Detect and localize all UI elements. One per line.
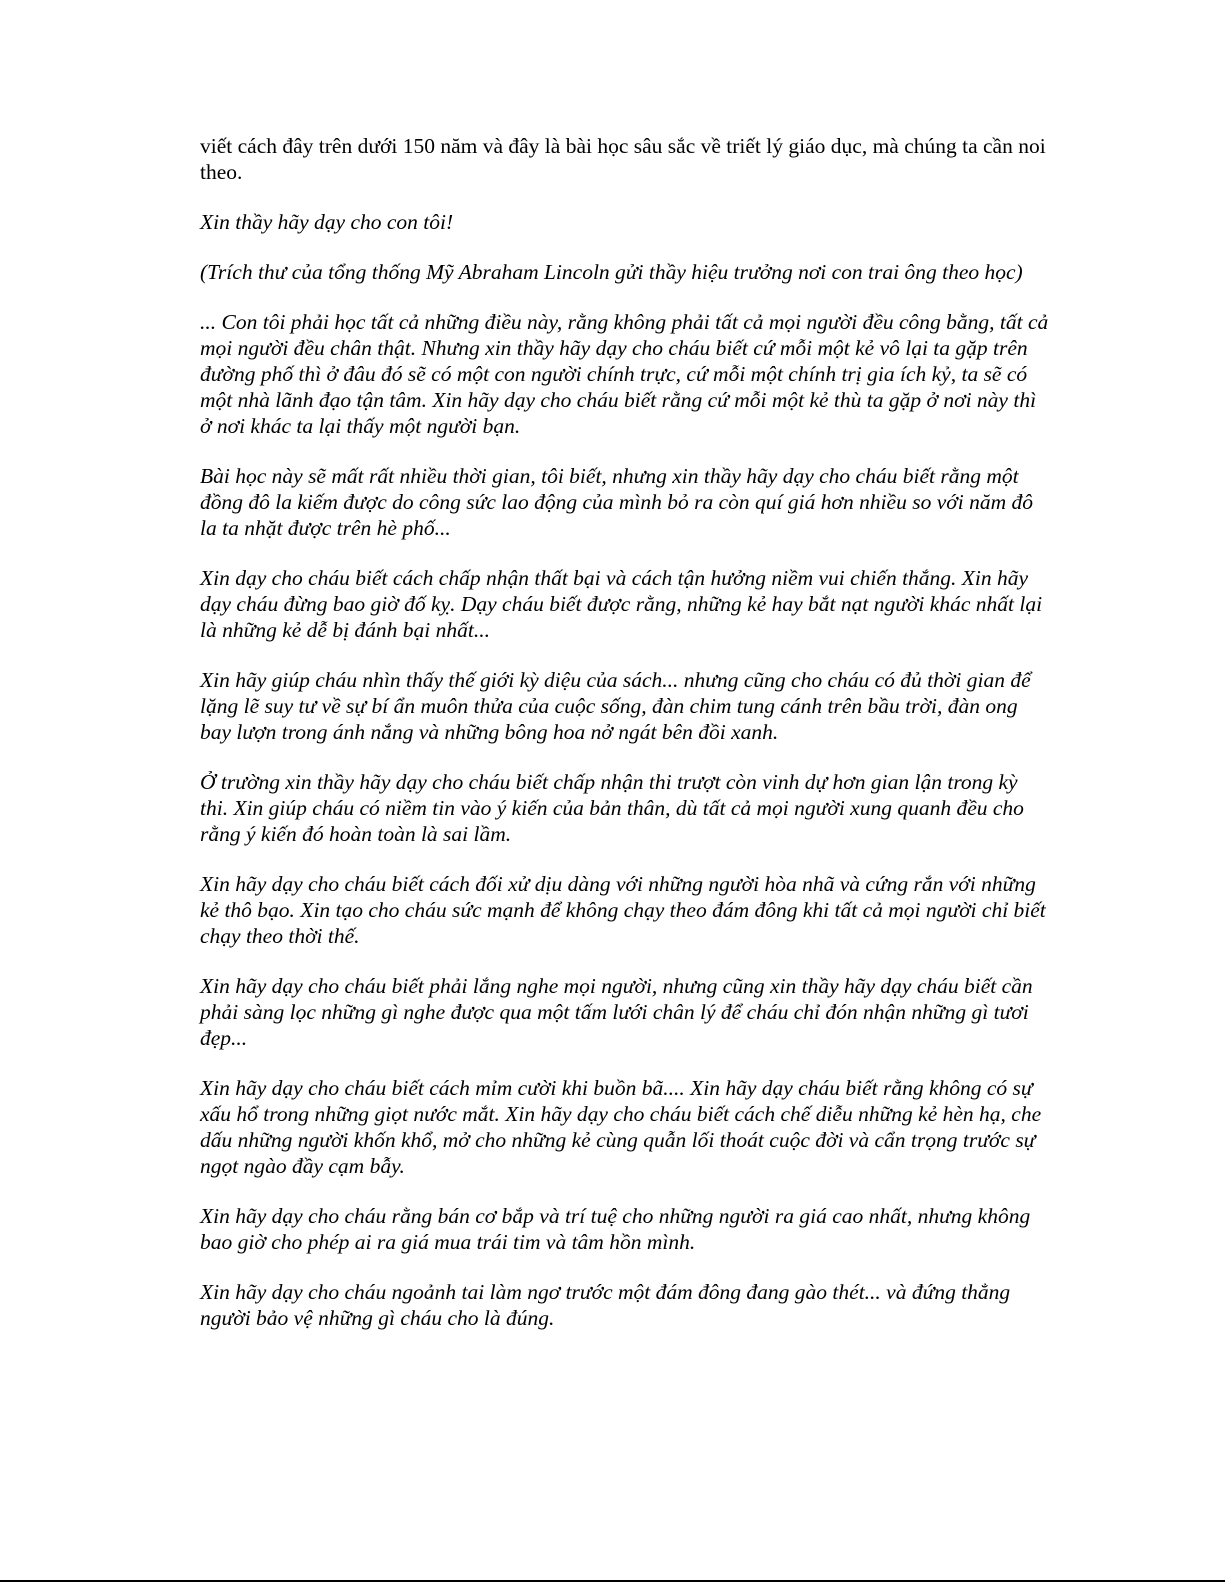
intro-paragraph: viết cách đây trên dưới 150 năm và đây là bài học sâu sắc về triết lý giáo dục, mà chúng ta cần noi theo. (200, 134, 1046, 184)
letter-paragraph: Xin hãy dạy cho cháu rằng bán cơ bắp và trí tuệ cho những người ra giá cao nhất, nhưng không bao giờ cho phép ai ra giá mua trái tim và tâm hồn mình. (200, 1204, 1031, 1254)
document-body (200, 133, 1050, 1355)
letter-paragraph: Bài học này sẽ mất rất nhiều thời gian, tôi biết, nhưng xin thầy hãy dạy cho cháu biết rằng một đồng đô la kiếm được do công sức lao động của mình bỏ ra còn quí giá hơn nhiều so với năm đô la ta nhặt được trên hè phố... (200, 464, 1033, 540)
letter-paragraph: Xin hãy dạy cho cháu ngoảnh tai làm ngơ trước một đám đông đang gào thét... và đứng thẳng người bảo vệ những gì cháu cho là đúng. (200, 1280, 1011, 1330)
letter-paragraph: Ở trường xin thầy hãy dạy cho cháu biết chấp nhận thi trượt còn vinh dự hơn gian lận trong kỳ thi. Xin giúp cháu có niềm tin vào ý kiến của bản thân, dù tất cả mọi người xung quanh đều cho rằng ý kiến đó hoàn toàn là sai lầm. (200, 770, 1024, 846)
letter-paragraph: Xin hãy dạy cho cháu biết phải lắng nghe mọi người, nhưng cũng xin thầy hãy dạy cháu biết cần phải sàng lọc những gì nghe được qua một tấm lưới chân lý để cháu chỉ đón nhận những gì tươi đẹp... (200, 974, 1033, 1050)
letter-paragraph: Xin dạy cho cháu biết cách chấp nhận thất bại và cách tận hưởng niềm vui chiến thắng. Xin hãy dạy cháu đừng bao giờ đố kỵ. Dạy cháu biết được rằng, những kẻ hay bắt nạt người khác nhất lại là những kẻ dễ bị đánh bại nhất... (200, 566, 1043, 642)
letter-paragraph: Xin hãy dạy cho cháu biết cách mỉm cười khi buồn bã.... Xin hãy dạy cháu biết rằng không có sự xấu hổ trong những giọt nước mắt. Xin hãy dạy cho cháu biết cách chế diễu những kẻ hèn hạ, che dấu những người khốn khổ, mở cho những kẻ cùng quẫn lối thoát cuộc đời và cẩn trọng trước sự ngọt ngào đầy cạm bẫy. (200, 1076, 1042, 1178)
letter-paragraph: Xin hãy dạy cho cháu biết cách đối xử dịu dàng với những người hòa nhã và cứng rắn với những kẻ thô bạo. Xin tạo cho cháu sức mạnh để không chạy theo đám đông khi tất cả mọi người chỉ biết chạy theo thời thế. (200, 872, 1046, 948)
page-bottom-divider (0, 1580, 1225, 1582)
letter-title: Xin thầy hãy dạy cho con tôi! (200, 210, 454, 234)
letter-paragraph: ... Con tôi phải học tất cả những điều này, rằng không phải tất cả mọi người đều công bằng, tất cả mọi người đều chân thật. Nhưng xin thầy hãy dạy cho cháu biết cứ mỗi một kẻ vô lại ta gặp trên đường phố thì ở đâu đó sẽ có một con người chính trực, cứ mỗi một chính trị gia ích kỷ, ta sẽ có một nhà lãnh đạo tận tâm. Xin hãy dạy cho cháu biết rằng cứ mỗi một kẻ thù ta gặp ở nơi này thì ở nơi khác ta lại thấy một người bạn. (200, 310, 1049, 438)
letter-source: (Trích thư của tổng thống Mỹ Abraham Lincoln gửi thầy hiệu trưởng nơi con trai ông theo học) (200, 260, 1023, 284)
letter-paragraph: Xin hãy giúp cháu nhìn thấy thế giới kỳ diệu của sách... nhưng cũng cho cháu có đủ thời gian để lặng lẽ suy tư về sự bí ẩn muôn thửa của cuộc sống, đàn chim tung cánh trên bầu trời, đàn ong bay lượn trong ánh nắng và những bông hoa nở ngát bên đồi xanh. (200, 668, 1031, 744)
